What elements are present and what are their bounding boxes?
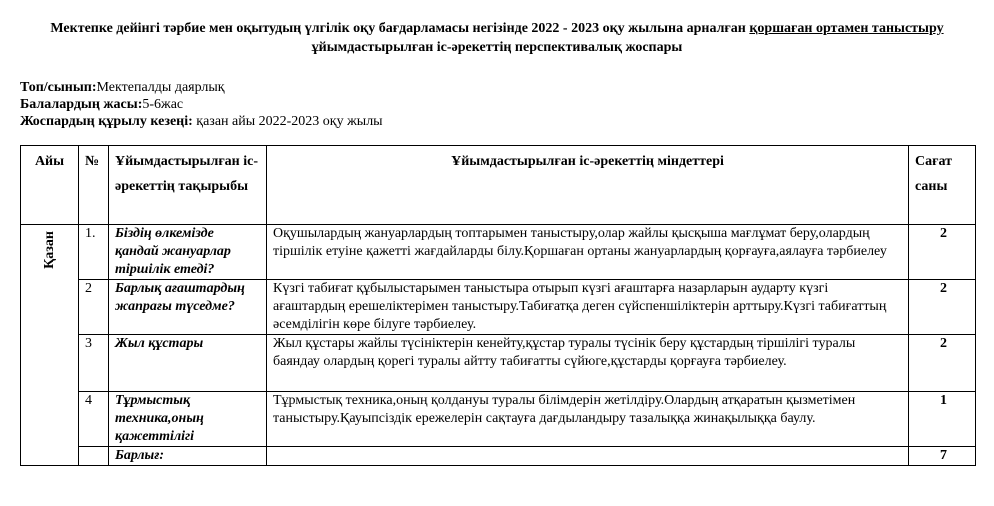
table-total-row xyxy=(21,447,976,466)
title-subject: қоршаған ортамен таныстыру xyxy=(749,21,944,36)
row-hours: 2 xyxy=(909,280,976,335)
row-tasks: Оқушылардың жануарлардың топтарымен таныстыру,олар жайлы қысқыша мағлұмат беру,олардың тіршілік етуіне қажетті жағдайларды білу.Қоршаған ортаны жануарлардың қорғауға,аялауға тәрбиелеу xyxy=(267,225,909,280)
total-number-empty xyxy=(79,447,109,466)
meta-age-value: 5-6жас xyxy=(142,97,184,112)
document-meta xyxy=(20,79,383,130)
table-header-row xyxy=(21,146,976,225)
meta-age-label: Балалардың жасы: xyxy=(20,97,143,112)
title-part1: Мектепке дейінгі тәрбие мен оқытудың үлгілік оқу бағдарламасы негізінде 2022 - 2023 оқу жылына арналған xyxy=(50,21,750,36)
meta-class-label: Топ/сынып: xyxy=(20,80,97,95)
table-row xyxy=(21,280,976,335)
header-tasks: Ұйымдастырылған іс-әрекеттің міндеттері xyxy=(267,146,909,225)
document-title xyxy=(20,19,974,57)
row-number: 1. xyxy=(79,225,109,280)
total-label: Барлығ: xyxy=(109,447,267,466)
meta-period-line xyxy=(20,113,383,130)
total-tasks-empty xyxy=(267,447,909,466)
title-part2: ұйымдастырылған іс-әрекеттің перспективалық жоспары xyxy=(311,40,683,55)
header-topic: Ұйымдастырылған іс-әрекеттің тақырыбы xyxy=(109,146,267,225)
month-cell xyxy=(21,225,79,466)
meta-class-value: Мектепалды даярлық xyxy=(96,80,225,95)
meta-period-label: Жоспардың құрылу кезеңі: xyxy=(20,114,193,129)
row-tasks: Күзгі табиғат құбылыстарымен таныстыра отырып күзгі ағаштарға назарларын аударту күзгі ағаштардың ерешеліктерімен таныстыру.Табиғатқа деген сүйспеншіліктерін арттыру.Күзгі табиғаттың әсемділігін көре білуге тәрбиелеу. xyxy=(267,280,909,335)
row-hours: 1 xyxy=(909,392,976,447)
row-number: 3 xyxy=(79,335,109,392)
table-row xyxy=(21,335,976,392)
meta-class-line xyxy=(20,79,383,96)
table-row xyxy=(21,392,976,447)
row-tasks: Жыл құстары жайлы түсініктерін кенейту,құстар туралы түсінік беру құстардың тіршілігі туралы баяндау олардың қорегі туралы айтту табиғатты сүйюге,құстарды қорғауға тәрбиелеу. xyxy=(267,335,909,392)
header-number: № xyxy=(79,146,109,225)
total-value: 7 xyxy=(909,447,976,466)
row-hours: 2 xyxy=(909,225,976,280)
meta-age-line xyxy=(20,96,383,113)
row-topic: Тұрмыстық техника,оның қажеттілігі xyxy=(109,392,267,447)
row-hours: 2 xyxy=(909,335,976,392)
meta-period-value: қазан айы 2022-2023 оқу жылы xyxy=(192,114,383,129)
row-topic: Біздің өлкемізде қандай жануарлар тіршілік етеді? xyxy=(109,225,267,280)
header-hours: Сағат саны xyxy=(909,146,976,225)
table-row xyxy=(21,225,976,280)
plan-table xyxy=(20,145,976,466)
row-topic: Барлық ағаштардың жапрағы түседме? xyxy=(109,280,267,335)
month-label: Қазан xyxy=(41,231,57,269)
row-number: 4 xyxy=(79,392,109,447)
header-month: Айы xyxy=(21,146,79,225)
row-tasks: Тұрмыстық техника,оның қолдануы туралы білімдерін жетілдіру.Олардың атқаратын қызметімен таныстыру.Қауыпсіздік ережелерін сақтауға дағдыландыру тазалыққа жинақылыққа баулу. xyxy=(267,392,909,447)
row-number: 2 xyxy=(79,280,109,335)
row-topic: Жыл құстары xyxy=(109,335,267,392)
